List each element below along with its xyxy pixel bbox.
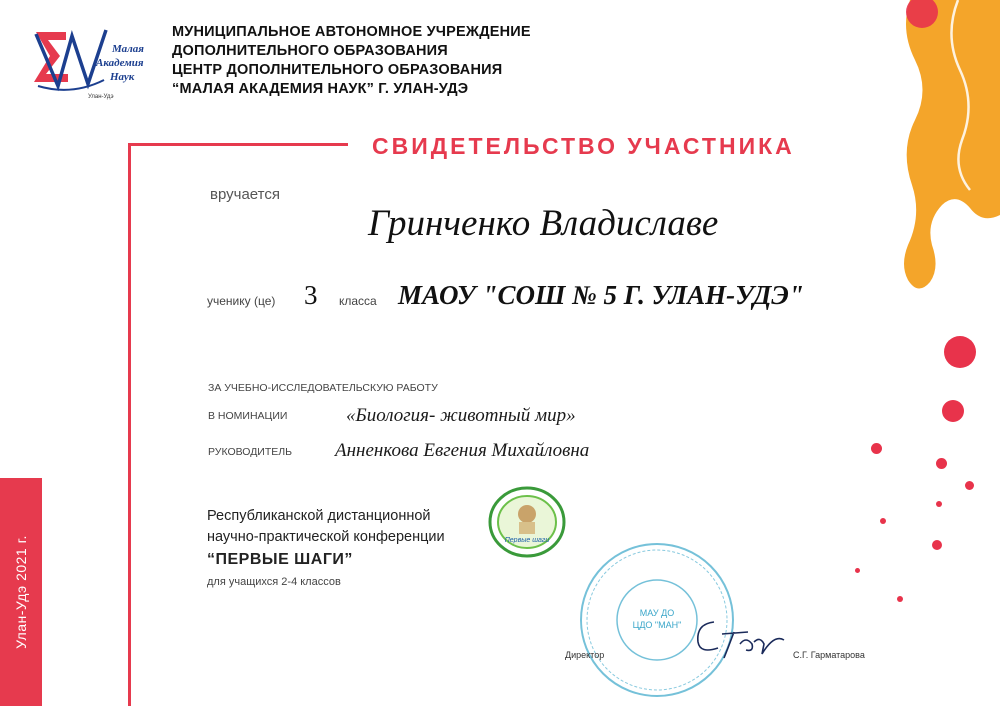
conference-line-1: Республиканской дистанционной xyxy=(207,508,431,524)
org-line-1: МУНИЦИПАЛЬНОЕ АВТОНОМНОЕ УЧРЕЖДЕНИЕ xyxy=(172,24,531,40)
logo-word-1: Малая xyxy=(112,43,144,55)
decor-dot xyxy=(897,596,903,602)
conference-logo xyxy=(488,486,566,558)
decor-dot xyxy=(936,501,942,507)
leader-label: РУКОВОДИТЕЛЬ xyxy=(208,446,293,458)
org-line-2: ДОПОЛНИТЕЛЬНОГО ОБРАЗОВАНИЯ xyxy=(172,43,448,59)
stamp-line-2: ЦДО "МАН" xyxy=(632,620,682,630)
org-line-4: “МАЛАЯ АКАДЕМИЯ НАУК” Г. УЛАН-УДЭ xyxy=(172,81,469,97)
decor-dot xyxy=(944,336,976,368)
decor-dot xyxy=(936,458,947,469)
nomination-label: В НОМИНАЦИИ xyxy=(208,410,288,422)
signer-name: С.Г. Гарматарова xyxy=(793,650,865,660)
leader-name: Анненкова Евгения Михайловна xyxy=(335,440,590,461)
academy-logo xyxy=(32,26,160,104)
decor-dot xyxy=(965,481,974,490)
side-city-year: Улан-Удэ 2021 г. xyxy=(13,535,29,649)
decor-dot xyxy=(871,443,882,454)
decor-dot xyxy=(880,518,886,524)
recipient-name: Гринченко Владиславе xyxy=(368,203,719,244)
signature xyxy=(688,614,788,662)
decor-dot xyxy=(932,540,942,550)
conference-line-2: научно-практической конференции xyxy=(207,529,445,545)
org-line-3: ЦЕНТР ДОПОЛНИТЕЛЬНОГО ОБРАЗОВАНИЯ xyxy=(172,62,503,78)
certificate-frame xyxy=(128,143,348,706)
side-band-text xyxy=(0,478,42,706)
logo-word-3: Наук xyxy=(110,71,135,83)
conference-logo-text: Первые шаги xyxy=(504,537,550,544)
stamp-line-1: МАУ ДО xyxy=(639,608,675,618)
director-label: Директор xyxy=(565,650,605,660)
conference-audience: для учащихся 2-4 классов xyxy=(207,576,341,588)
certificate-title: СВИДЕТЕЛЬСТВО УЧАСТНИКА xyxy=(372,133,795,159)
school-name: МАОУ "СОШ № 5 Г. УЛАН-УДЭ" xyxy=(398,280,804,310)
class-label: класса xyxy=(339,294,377,308)
logo-city: Улан-Удэ xyxy=(88,94,114,100)
pupil-label: ученику (це) xyxy=(207,294,276,308)
work-label: ЗА УЧЕБНО-ИССЛЕДОВАТЕЛЬСКУЮ РАБОТУ xyxy=(208,382,438,394)
orange-decoration xyxy=(860,0,1000,300)
decor-dot xyxy=(855,568,860,573)
decor-dot xyxy=(942,400,964,422)
nomination-value: «Биология- животный мир» xyxy=(346,405,576,426)
grade-value: 3 xyxy=(304,280,318,310)
conference-name: “ПЕРВЫЕ ШАГИ” xyxy=(207,551,353,568)
awarded-label: вручается xyxy=(210,186,280,203)
logo-word-2: Академия xyxy=(96,57,144,69)
